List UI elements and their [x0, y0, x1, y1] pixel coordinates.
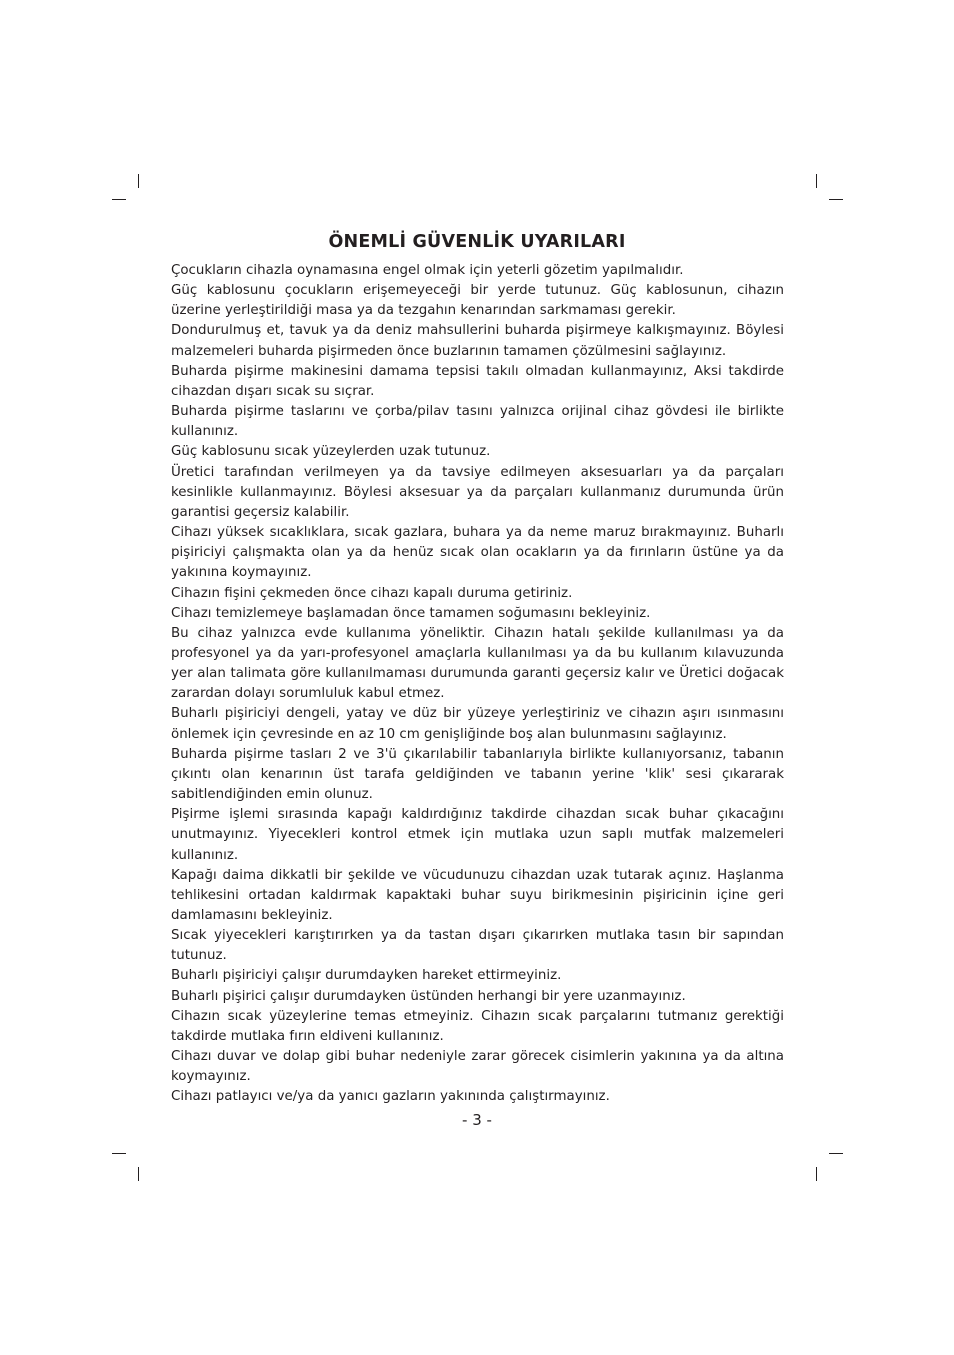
crop-mark-top-right-vertical	[816, 174, 817, 188]
crop-mark-top-left-vertical	[138, 174, 139, 188]
warning-paragraph: Buharlı pişiriciyi dengeli, yatay ve düz bir yüzeye yerleştiriniz ve cihazın aşırı ısınmasını önlemek için çevresinde en az 10 cm genişliğinde boş alan bulunmasını sağlayınız.	[171, 706, 784, 742]
warning-paragraph: Çocukların cihazla oynamasına engel olmak için yeterli gözetim yapılmalıdır.	[171, 263, 684, 278]
crop-mark-bottom-left-vertical	[138, 1167, 139, 1181]
warning-paragraph: Cihazın sıcak yüzeylerine temas etmeyiniz. Cihazın sıcak parçalarını tutmanız gerektiği takdirde mutlaka fırın eldiveni kullanınız.	[171, 1008, 784, 1044]
warning-paragraph: Pişirme işlemi sırasında kapağı kaldırdığınız takdirde cihazdan sıcak buhar çıkacağını unutmayınız. Yiyecekleri kontrol etmek için mutlaka uzun saplı mutfak malzemeleri kullanınız.	[171, 807, 784, 863]
warning-paragraph: Üretici tarafından verilmeyen ya da tavsiye edilmeyen aksesuarları ya da parçaları kesinlikle kullanmayınız. Böylesi aksesuar ya da parçaları kullanmanız durumunda ürün garantisi geçersiz kalabilir.	[171, 464, 784, 520]
warning-paragraph: Dondurulmuş et, tavuk ya da deniz mahsullerini buharda pişirmeye kalkışmayınız. Böylesi malzemeleri buharda pişirmeden önce buzlarının tamamen çözülmesini sağlayınız.	[171, 323, 784, 359]
safety-warnings-body	[171, 261, 784, 1108]
warning-paragraph: Sıcak yiyecekleri karıştırırken ya da tastan dışarı çıkarırken mutlaka tasın bir sapından tutunuz.	[171, 928, 784, 964]
crop-mark-bottom-left-horizontal	[112, 1153, 126, 1154]
warning-paragraph: Buharlı pişirici çalışır durumdayken üstünden herhangi bir yere uzanmayınız.	[171, 988, 686, 1004]
crop-mark-top-left-horizontal	[112, 199, 126, 200]
crop-mark-bottom-right-vertical	[816, 1167, 817, 1181]
page-title: ÖNEMLİ GÜVENLİK UYARILARI	[328, 232, 626, 252]
warning-paragraph: Kapağı daima dikkatli bir şekilde ve vücudunuzu cihazdan uzak tutarak açınız. Haşlanma tehlikesini ortadan kaldırmak kapaktaki buhar suyu birikmesinin pişiricinin içine geri damlamasını bekleyiniz.	[171, 867, 784, 923]
warning-paragraph: Cihazı duvar ve dolap gibi buhar nedeniyle zarar görecek cisimlerin yakınına ya da altına koymayınız.	[171, 1049, 784, 1085]
warning-paragraph: Cihazın fişini çekmeden önce cihazı kapalı duruma getiriniz.	[171, 585, 573, 601]
crop-mark-bottom-right-horizontal	[829, 1153, 843, 1154]
page-number: - 3 -	[462, 1111, 492, 1129]
warning-paragraph: Bu cihaz yalnızca evde kullanıma yöneliktir. Cihazın hatalı şekilde kullanılması ya da profesyonel ya da yarı-profesyonel amaçlarla kullanılması ya da bu kullanım kılavuzunda yer alan talimata göre kullanılmaması durumunda garanti geçersiz kalır ve Üretici doğacak zarardan dolayı sorumluluk kabul etmez.	[171, 625, 784, 702]
warning-paragraph: Buharlı pişiriciyi çalışır durumdayken hareket ettirmeyiniz.	[171, 968, 562, 984]
warning-paragraph: Buharda pişirme makinesini damama tepsisi takılı olmadan kullanmayınız, Aksi takdirde cihazdan dışarı sıcak su sıçrar.	[171, 363, 784, 399]
warning-paragraph: Güç kablosunu çocukların erişemeyeceği bir yerde tutunuz. Güç kablosunun, cihazın üzerine yerleştirildiği masa ya da tezgahın kenarından sarkmaması gerekir.	[171, 283, 784, 319]
warning-paragraph: Cihazı temizlemeye başlamadan önce tamamen soğumasını bekleyiniz.	[171, 605, 651, 621]
warning-paragraph: Buharda pişirme tasları 2 ve 3'ü çıkarılabilir tabanlarıyla birlikte kullanıyorsanız, tabanın çıkıntı olan kenarının üst tarafa geldiğinden ve tabanın yerine 'klik' sesi çıkararak sabitlendiğinden emin olunuz.	[171, 746, 784, 803]
warning-paragraph: Güç kablosunu sıcak yüzeylerden uzak tutunuz.	[171, 444, 491, 460]
warning-paragraph: Buharda pişirme taslarını ve çorba/pilav tasını yalnızca orijinal cihaz gövdesi ile birlikte kullanınız.	[171, 404, 784, 440]
warning-paragraph: Cihazı patlayıcı ve/ya da yanıcı gazların yakınında çalıştırmayınız.	[171, 1089, 610, 1105]
warning-paragraph: Cihazı yüksek sıcaklıklara, sıcak gazlara, buhara ya da neme maruz bırakmayınız. Buharlı pişiriciyi çalışmakta olan ya da henüz sıcak olan ocakların ya da fırınların üstüne ya da yakınına koymayınız.	[171, 525, 784, 581]
crop-mark-top-right-horizontal	[829, 199, 843, 200]
